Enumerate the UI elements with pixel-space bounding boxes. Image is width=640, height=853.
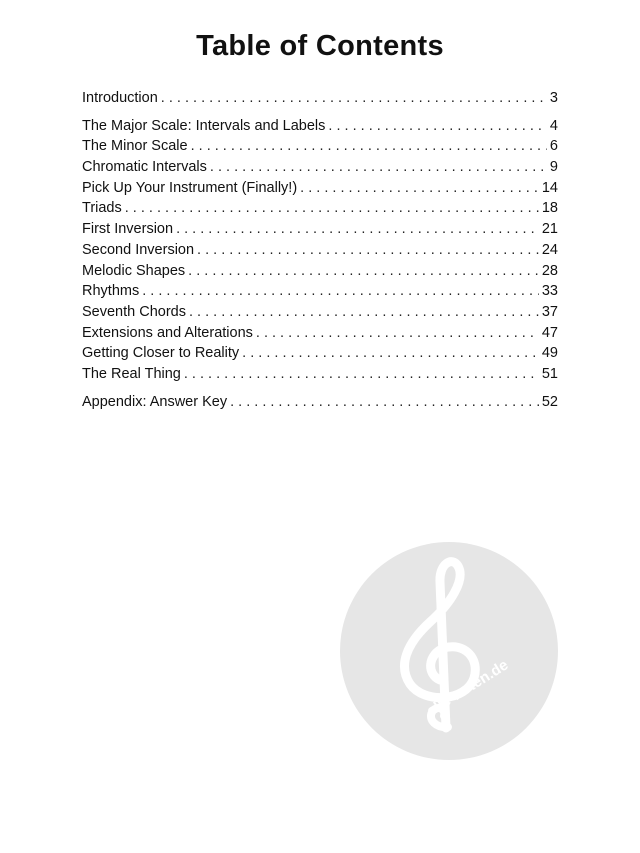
toc-group bbox=[82, 88, 558, 109]
dot-leader bbox=[191, 136, 547, 157]
toc-group bbox=[82, 116, 558, 385]
dot-leader bbox=[242, 343, 539, 364]
toc-entry-page-number: 49 bbox=[541, 345, 558, 362]
toc-entry bbox=[82, 88, 558, 109]
toc-entry-title: Appendix: Answer Key bbox=[82, 393, 228, 410]
toc-entry-title: Getting Closer to Reality bbox=[82, 345, 240, 362]
dot-leader bbox=[188, 261, 539, 282]
dot-leader bbox=[189, 302, 539, 323]
toc-entry-page-number: 21 bbox=[541, 221, 558, 238]
toc-entry-title: The Major Scale: Intervals and Labels bbox=[82, 117, 326, 134]
toc-entry-title: Melodic Shapes bbox=[82, 262, 186, 279]
toc-entry bbox=[82, 343, 558, 364]
toc-entry-title: Extensions and Alterations bbox=[82, 324, 253, 341]
watermark-text: alle-noten.de bbox=[423, 656, 512, 720]
dot-leader bbox=[161, 88, 547, 109]
toc-entry-title: Second Inversion bbox=[82, 241, 195, 258]
toc-entry-title: Rhythms bbox=[82, 283, 140, 300]
dot-leader bbox=[176, 219, 539, 240]
toc-entry-title: Seventh Chords bbox=[82, 303, 186, 320]
toc-entry bbox=[82, 261, 558, 282]
toc-group bbox=[82, 392, 558, 413]
toc-entry-page-number: 9 bbox=[549, 159, 558, 176]
toc-entry bbox=[82, 302, 558, 323]
toc-entry bbox=[82, 281, 558, 302]
dot-leader bbox=[328, 116, 547, 137]
toc-entry bbox=[82, 198, 558, 219]
toc-entry-title: Chromatic Intervals bbox=[82, 159, 207, 176]
toc-entry-title: First Inversion bbox=[82, 221, 174, 238]
dot-leader bbox=[210, 157, 547, 178]
dot-leader bbox=[125, 198, 539, 219]
toc-entry-page-number: 24 bbox=[541, 241, 558, 258]
page-title: Table of Contents bbox=[196, 30, 444, 62]
toc-entry-page-number: 4 bbox=[549, 117, 558, 134]
toc-entry-page-number: 37 bbox=[541, 303, 558, 320]
toc-entry-title: Triads bbox=[82, 200, 122, 217]
toc-entry-page-number: 6 bbox=[549, 138, 558, 155]
toc-entry bbox=[82, 178, 558, 199]
toc-entry bbox=[82, 116, 558, 137]
toc-entry-page-number: 14 bbox=[541, 179, 558, 196]
toc-entry bbox=[82, 240, 558, 261]
toc-entry bbox=[82, 323, 558, 344]
table-of-contents bbox=[82, 88, 558, 419]
watermark bbox=[340, 542, 558, 760]
toc-entry-title: The Minor Scale bbox=[82, 138, 188, 155]
toc-entry bbox=[82, 219, 558, 240]
dot-leader bbox=[184, 364, 539, 385]
toc-entry-title: The Real Thing bbox=[82, 365, 181, 382]
toc-entry-page-number: 51 bbox=[541, 365, 558, 382]
toc-entry-page-number: 47 bbox=[541, 324, 558, 341]
toc-entry-page-number: 33 bbox=[541, 283, 558, 300]
dot-leader bbox=[142, 281, 539, 302]
dot-leader bbox=[197, 240, 539, 261]
toc-entry-page-number: 52 bbox=[541, 393, 558, 410]
dot-leader bbox=[230, 392, 539, 413]
toc-entry-page-number: 18 bbox=[541, 200, 558, 217]
dot-leader bbox=[300, 178, 539, 199]
toc-entry-title: Pick Up Your Instrument (Finally!) bbox=[82, 179, 298, 196]
toc-entry bbox=[82, 364, 558, 385]
toc-entry-page-number: 3 bbox=[549, 90, 558, 106]
toc-entry bbox=[82, 392, 558, 413]
toc-entry-page-number: 28 bbox=[541, 262, 558, 279]
toc-entry-title: Introduction bbox=[82, 90, 158, 106]
toc-entry bbox=[82, 157, 558, 178]
toc-entry bbox=[82, 136, 558, 157]
dot-leader bbox=[256, 323, 539, 344]
